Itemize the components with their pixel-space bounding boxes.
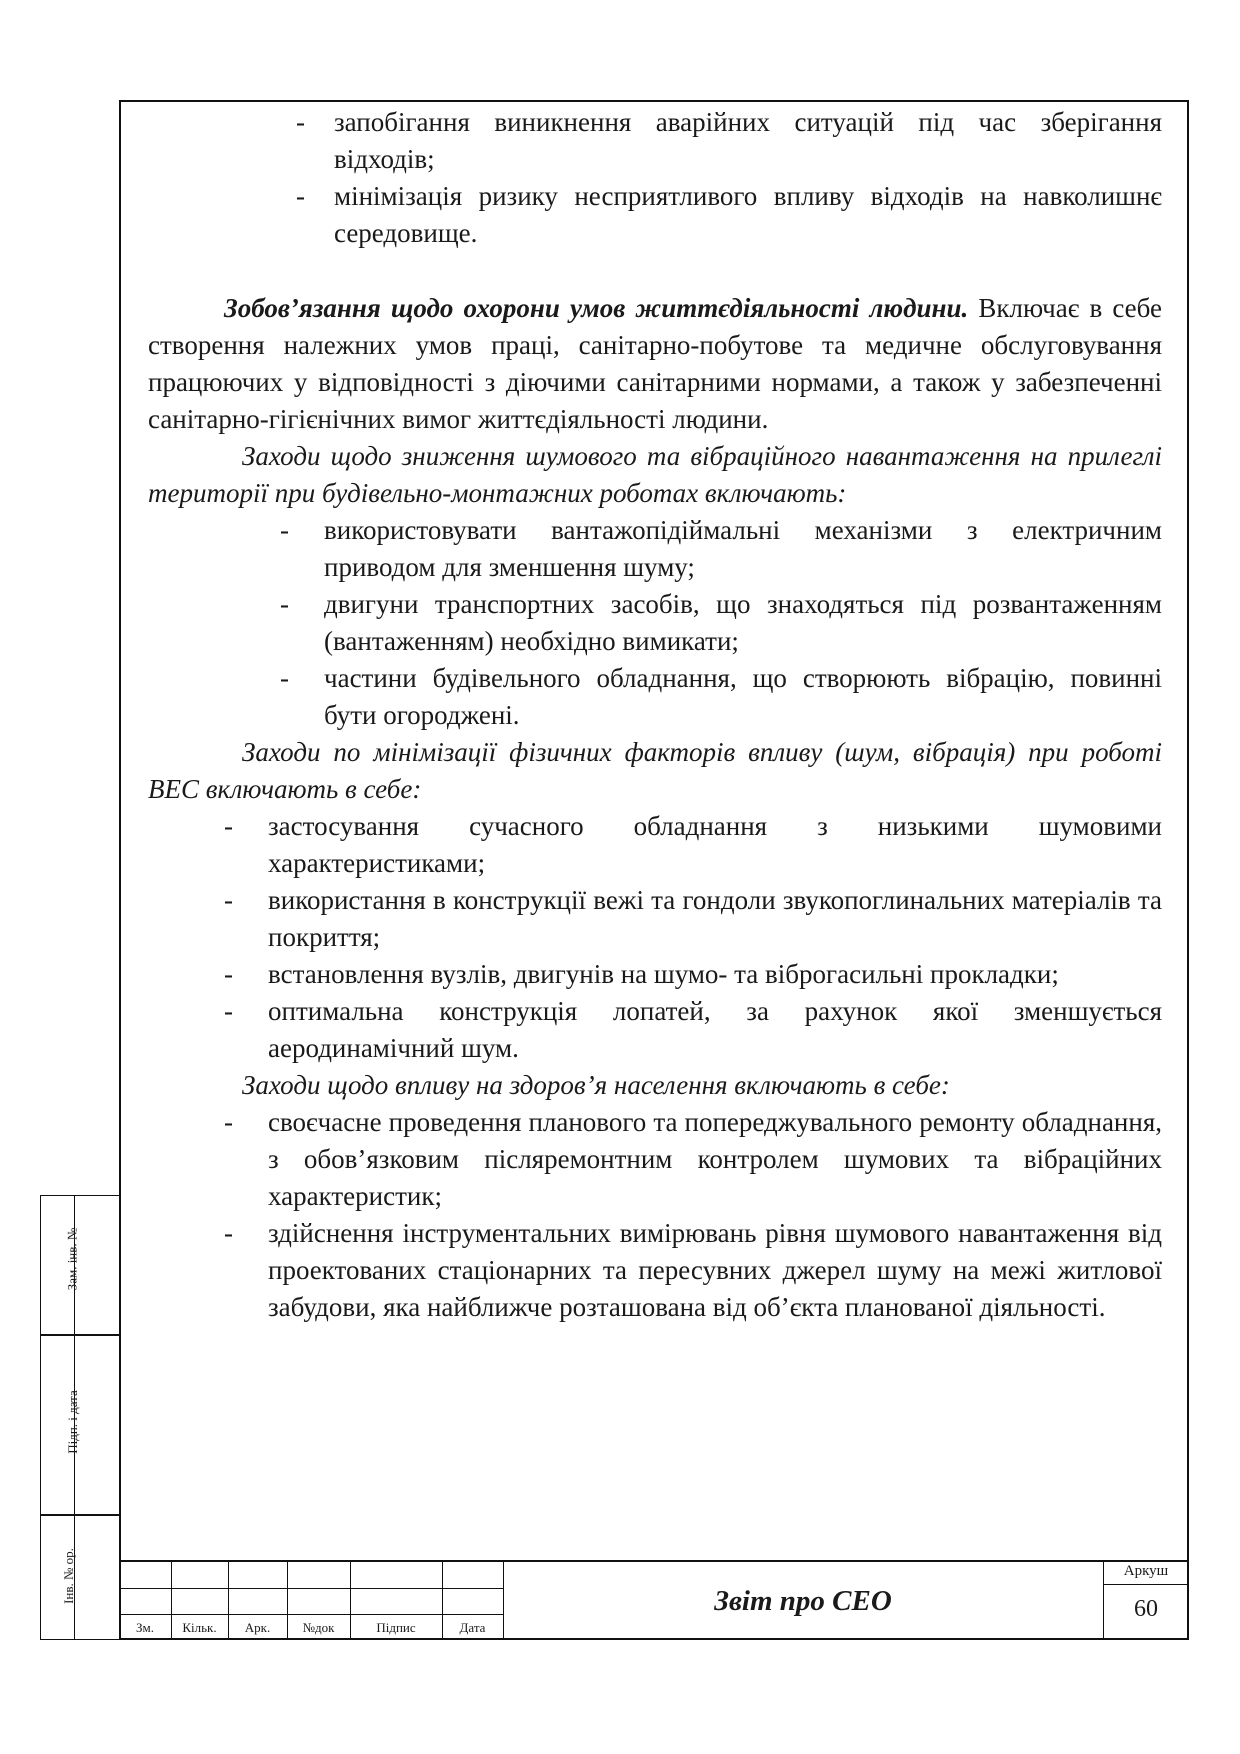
list-item	[224, 808, 1162, 882]
list-item	[296, 178, 1162, 252]
list-item	[280, 586, 1162, 660]
list-dash: -	[224, 996, 233, 1026]
sheet-label: Аркуш	[1123, 1563, 1169, 1579]
list-dash: -	[296, 181, 305, 211]
list-dash: -	[296, 107, 305, 137]
title-block-row-line	[119, 1614, 503, 1615]
list-dash: -	[224, 811, 233, 841]
list-item-text: встановлення вузлів, двигунів на шумо- та віброгасильні прокладки;	[268, 959, 1059, 989]
col-caption-zm: Зм.	[136, 1620, 154, 1635]
side-label-text: Інв. № ор.	[60, 1548, 76, 1604]
section-paragraph	[148, 290, 1162, 438]
side-stamp	[40, 1195, 119, 1640]
col-caption-data: Дата	[459, 1620, 486, 1635]
sheet-number: 60	[1134, 1596, 1158, 1622]
col-caption-ark: Арк.	[244, 1620, 271, 1635]
col-caption-ndok: №док	[302, 1620, 335, 1635]
side-label-inv	[41, 1548, 76, 1604]
side-label-pidp	[41, 1390, 80, 1454]
list-item	[280, 512, 1162, 586]
title-block-row-line	[119, 1588, 503, 1589]
side-cell-zam	[40, 1195, 119, 1335]
list-item-text: мінімізація ризику несприятливого впливу відходів на навколишнє середовище.	[334, 181, 1162, 248]
list-item	[224, 882, 1162, 956]
list-dash: -	[224, 959, 233, 989]
document-title: Звіт про СЕО	[714, 1585, 892, 1617]
sheet-divider	[1103, 1584, 1189, 1585]
list-item	[224, 1104, 1162, 1215]
list-item	[224, 956, 1162, 993]
list-dash: -	[280, 515, 289, 545]
list-item-text: використовувати вантажопідіймальні механізми з електричним приводом для зменшення шуму;	[324, 515, 1162, 582]
group-intro: Заходи щодо впливу на здоров’я населення включають в себе:	[242, 1070, 950, 1100]
col-caption-kilk: Кільк.	[182, 1620, 217, 1635]
side-cell-inv	[40, 1515, 119, 1640]
list-item	[296, 104, 1162, 178]
list-item-text: двигуни транспортних засобів, що знаходяться під розвантаженням (вантаженням) необхідно вимикати;	[324, 589, 1162, 656]
list-item-text: частини будівельного обладнання, що створюють вібрацію, повинні бути огороджені.	[324, 663, 1162, 730]
list-item	[280, 660, 1162, 734]
list-item-text: використання в конструкції вежі та гондоли звукопоглинальних матеріалів та покриття;	[268, 885, 1162, 952]
group-intro: Заходи по мінімізації фізичних факторів впливу (шум, вібрація) при роботі ВЕС включають в себе:	[148, 737, 1162, 804]
group-intro: Заходи щодо зниження шумового та вібраційного навантаження на прилеглі території при будівельно-монтажних роботах включають:	[148, 441, 1162, 508]
list-dash: -	[224, 1107, 233, 1137]
list-dash: -	[280, 589, 289, 619]
list-item-text: запобігання виникнення аварійних ситуацій під час зберігання відходів;	[334, 107, 1162, 174]
list-dash: -	[224, 1218, 233, 1248]
list-item-text: своєчасне проведення планового та попереджувального ремонту обладнання, з обов’язковим післяремонтним контролем шумових та вібраційних характеристик;	[268, 1107, 1162, 1211]
side-label-zam	[41, 1227, 80, 1291]
list-dash: -	[224, 885, 233, 915]
title-block	[119, 1560, 1189, 1640]
col-caption-pidpys: Підпис	[376, 1620, 416, 1635]
section-text: Включає в себе створення належних умов праці, санітарно-побутове та медичне обслуговування працюючих у відповідності з діючими санітарними нормами, а також у забезпеченні санітарно-гігієнічних вимог життєдіяльності людини.	[148, 293, 1163, 434]
list-item	[224, 993, 1162, 1067]
list-item-text: здійснення інструментальних вимірювань рівня шумового навантаження від проектованих стаціонарних та пересувних джерел шуму на межі житлової забудови, яка найближче розташована від об’єкта планованої діяльності.	[268, 1218, 1162, 1322]
side-label-text: Підп. і дата	[64, 1390, 80, 1454]
side-label-text: Зам. інв. №	[64, 1227, 80, 1291]
list-item-text: оптимальна конструкція лопатей, за рахунок якої зменшується аеродинамічний шум.	[268, 996, 1162, 1063]
side-cell-pidp	[40, 1335, 119, 1515]
list-item-text: застосування сучасного обладнання з низькими шумовими характеристиками;	[268, 811, 1162, 878]
list-item	[224, 1215, 1162, 1326]
section-heading: Зобов’язання щодо охорони умов життєдіяльності людини.	[224, 293, 969, 323]
document-body	[148, 104, 1162, 1326]
list-dash: -	[280, 663, 289, 693]
